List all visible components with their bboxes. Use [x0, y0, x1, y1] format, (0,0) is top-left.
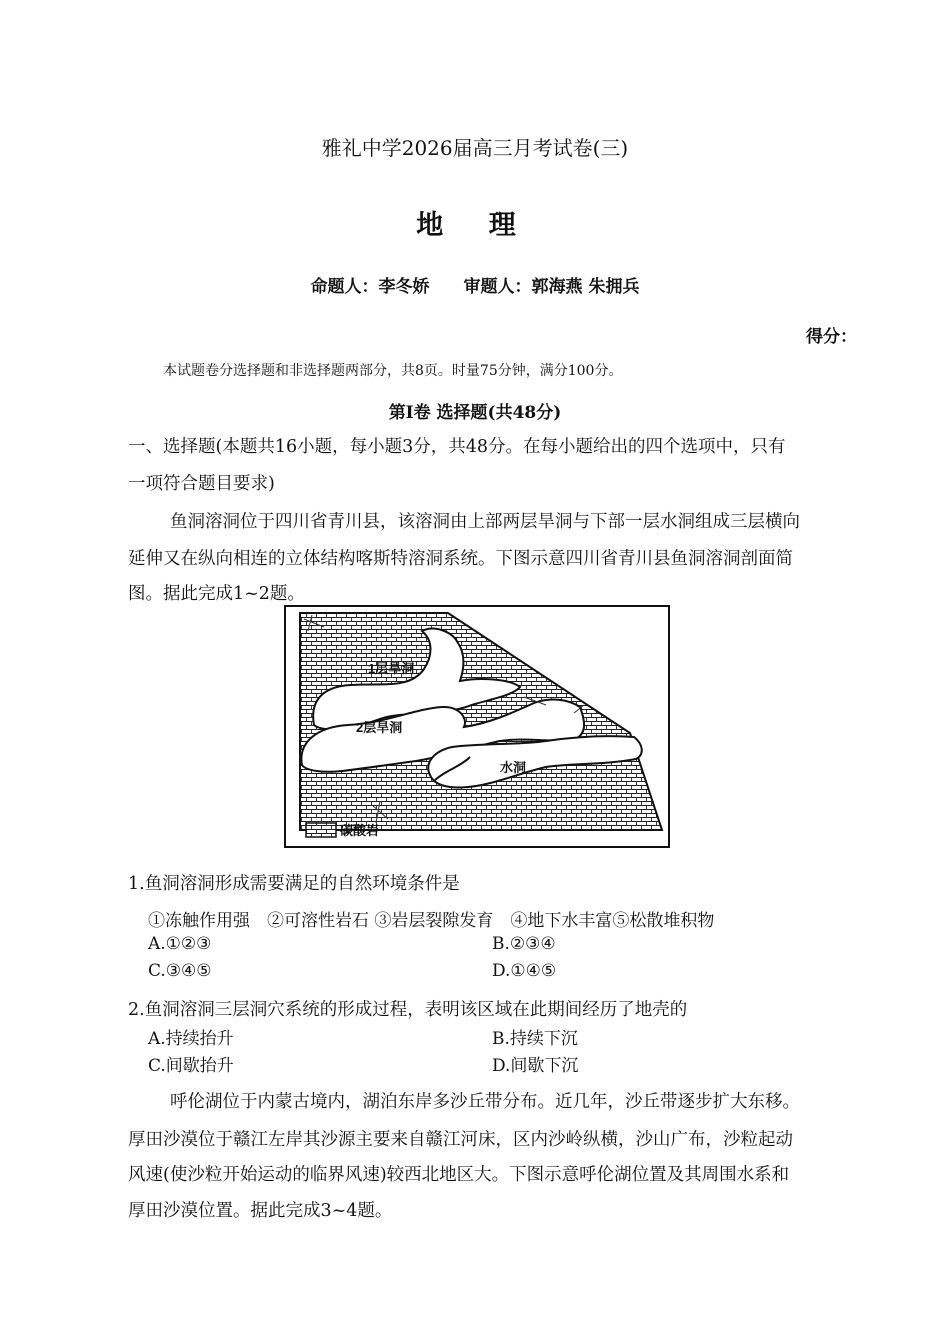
passage2-line-3: 风速(使沙粒开始运动的临界风速)较西北地区大。下图示意呼伦湖位置及其周围水系和 — [128, 1165, 790, 1185]
label-water-cave: 水洞 — [500, 760, 527, 775]
exam-intro: 本试题卷分选择题和非选择题两部分，共8页。时量75分钟，满分100分。 — [163, 363, 623, 379]
score-label: 得分： — [806, 327, 857, 347]
instruction-line-2: 一项符合题目要求) — [128, 474, 275, 494]
passage1-line-3: 图。据此完成1~2题。 — [128, 584, 305, 604]
q1-option-c[interactable]: C.③④⑤ — [148, 961, 212, 981]
instruction-line-1: 一、选择题(本题共16小题，每小题3分，共48分。在每小题给出的四个选项中，只有 — [128, 437, 786, 457]
subject-title: 地 理 — [416, 210, 534, 241]
q2-option-d[interactable]: D.间歇下沉 — [492, 1056, 579, 1076]
cave-section-figure — [284, 605, 670, 848]
passage2-line-2: 厚田沙漠位于赣江左岸其沙源主要来自赣江河床，区内沙岭纵横，沙山广布，沙粒起动 — [128, 1130, 793, 1150]
cave-section-diagram — [284, 605, 670, 848]
passage2-line-1: 呼伦湖位于内蒙古境内，湖泊东岸多沙丘带分布。近几年，沙丘带逐步扩大东移。 — [170, 1092, 800, 1112]
q1-option-d[interactable]: D.①④⑤ — [492, 961, 557, 981]
q2-option-c[interactable]: C.间歇抬升 — [148, 1056, 234, 1076]
q1-option-b[interactable]: B.②③④ — [492, 934, 556, 954]
passage1-line-1: 鱼洞溶洞位于四川省青川县，该溶洞由上部两层旱洞与下部一层水洞组成三层横向 — [170, 512, 800, 532]
legend-label: 碳酸岩 — [340, 823, 380, 838]
label-cave-layer-2: 2层旱洞 — [356, 720, 403, 735]
legend-swatch — [306, 823, 336, 837]
q1-stem: 1.鱼洞溶洞形成需要满足的自然环境条件是 — [128, 874, 460, 894]
section-title: 第Ⅰ卷 选择题(共48分) — [388, 403, 562, 423]
passage1-line-2: 延伸又在纵向相连的立体结构喀斯特溶洞系统。下图示意四川省青川县鱼洞溶洞剖面简 — [128, 549, 793, 569]
label-cave-layer-1: 1层旱洞 — [368, 661, 415, 676]
q1-conditions: ①冻触作用强 ②可溶性岩石 ③岩层裂隙发育 ④地下水丰富⑤松散堆积物 — [148, 911, 715, 931]
q2-option-b[interactable]: B.持续下沉 — [492, 1029, 578, 1049]
exam-title: 雅礼中学2026届高三月考试卷(三) — [321, 136, 629, 160]
q1-option-a[interactable]: A.①②③ — [148, 934, 212, 954]
authors-line: 命题人：李冬娇 审题人：郭海燕 朱拥兵 — [310, 277, 640, 297]
q2-stem: 2.鱼洞溶洞三层洞穴系统的形成过程，表明该区域在此期间经历了地壳的 — [128, 1000, 688, 1020]
q2-option-a[interactable]: A.持续抬升 — [148, 1029, 234, 1049]
passage2-line-4: 厚田沙漠位置。据此完成3~4题。 — [128, 1201, 393, 1221]
